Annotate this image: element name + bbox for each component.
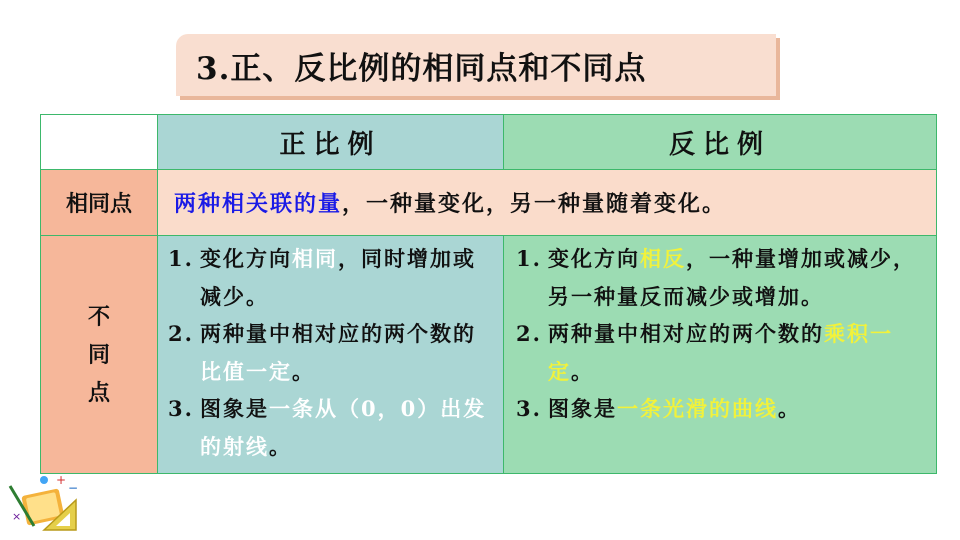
item-highlight: 一条从（0，0）出发的射线 bbox=[200, 396, 487, 459]
item-highlight: 相反 bbox=[640, 246, 686, 271]
header-empty-cell bbox=[41, 115, 158, 170]
diff-label-char: 不 bbox=[87, 303, 110, 330]
same-rest: ，一种量变化，另一种量随着变化。 bbox=[342, 191, 727, 217]
title-banner bbox=[176, 34, 780, 100]
item-number: 2. bbox=[168, 321, 194, 346]
item-text: 两种量中相对应的两个数的 bbox=[200, 321, 476, 346]
item-text: ，同时增加或减少。 bbox=[200, 246, 476, 309]
inverse-item-1 bbox=[516, 240, 928, 315]
item-text: 两种量中相对应的两个数的 bbox=[548, 321, 824, 346]
svg-text:−: − bbox=[68, 481, 79, 495]
comparison-table bbox=[40, 114, 937, 474]
item-text: 变化方向 bbox=[200, 246, 292, 271]
svg-text:+: + bbox=[56, 473, 67, 487]
same-row bbox=[41, 170, 937, 236]
item-text: 图象是 bbox=[548, 396, 617, 421]
header-direct-proportion: 正比例 bbox=[158, 115, 504, 170]
item-number: 3. bbox=[168, 396, 194, 421]
item-number: 3. bbox=[516, 396, 542, 421]
item-number: 1. bbox=[168, 246, 194, 271]
diff-label bbox=[41, 236, 158, 474]
inverse-diff-cell bbox=[504, 236, 937, 474]
header-inverse-proportion: 反比例 bbox=[504, 115, 937, 170]
item-text: 变化方向 bbox=[548, 246, 640, 271]
item-text: 。 bbox=[269, 433, 292, 459]
inverse-item-3 bbox=[516, 390, 928, 428]
diff-row bbox=[41, 236, 937, 474]
item-highlight: 一条光滑的曲线 bbox=[617, 396, 778, 421]
direct-item-3 bbox=[168, 390, 497, 465]
direct-item-2 bbox=[168, 315, 497, 390]
inverse-item-2 bbox=[516, 315, 928, 390]
direct-diff-cell bbox=[158, 236, 504, 474]
same-label: 相同点 bbox=[41, 170, 158, 236]
page-title: 3.正、反比例的相同点和不同点 bbox=[196, 50, 647, 87]
item-highlight: 乘积一定 bbox=[548, 321, 893, 384]
title-box bbox=[176, 34, 776, 96]
header-row bbox=[41, 115, 937, 170]
item-text: ，一种量增加或减少，另一种量反而减少或增加。 bbox=[548, 246, 916, 309]
item-text: 图象是 bbox=[200, 396, 269, 421]
item-number: 2. bbox=[516, 321, 542, 346]
diff-label-char: 同 bbox=[87, 341, 110, 368]
math-tools-icon bbox=[4, 470, 84, 536]
diff-label-char: 点 bbox=[87, 379, 110, 406]
svg-text:×: × bbox=[12, 510, 22, 523]
item-text: 。 bbox=[778, 396, 801, 421]
same-highlight: 两种相关联的量 bbox=[174, 191, 343, 217]
same-text-cell bbox=[158, 170, 937, 236]
direct-item-1 bbox=[168, 240, 497, 315]
item-highlight: 相同 bbox=[292, 246, 338, 271]
item-text: 。 bbox=[292, 358, 315, 384]
item-number: 1. bbox=[516, 246, 542, 271]
item-highlight: 比值一定 bbox=[200, 358, 292, 384]
item-text: 。 bbox=[571, 358, 594, 384]
